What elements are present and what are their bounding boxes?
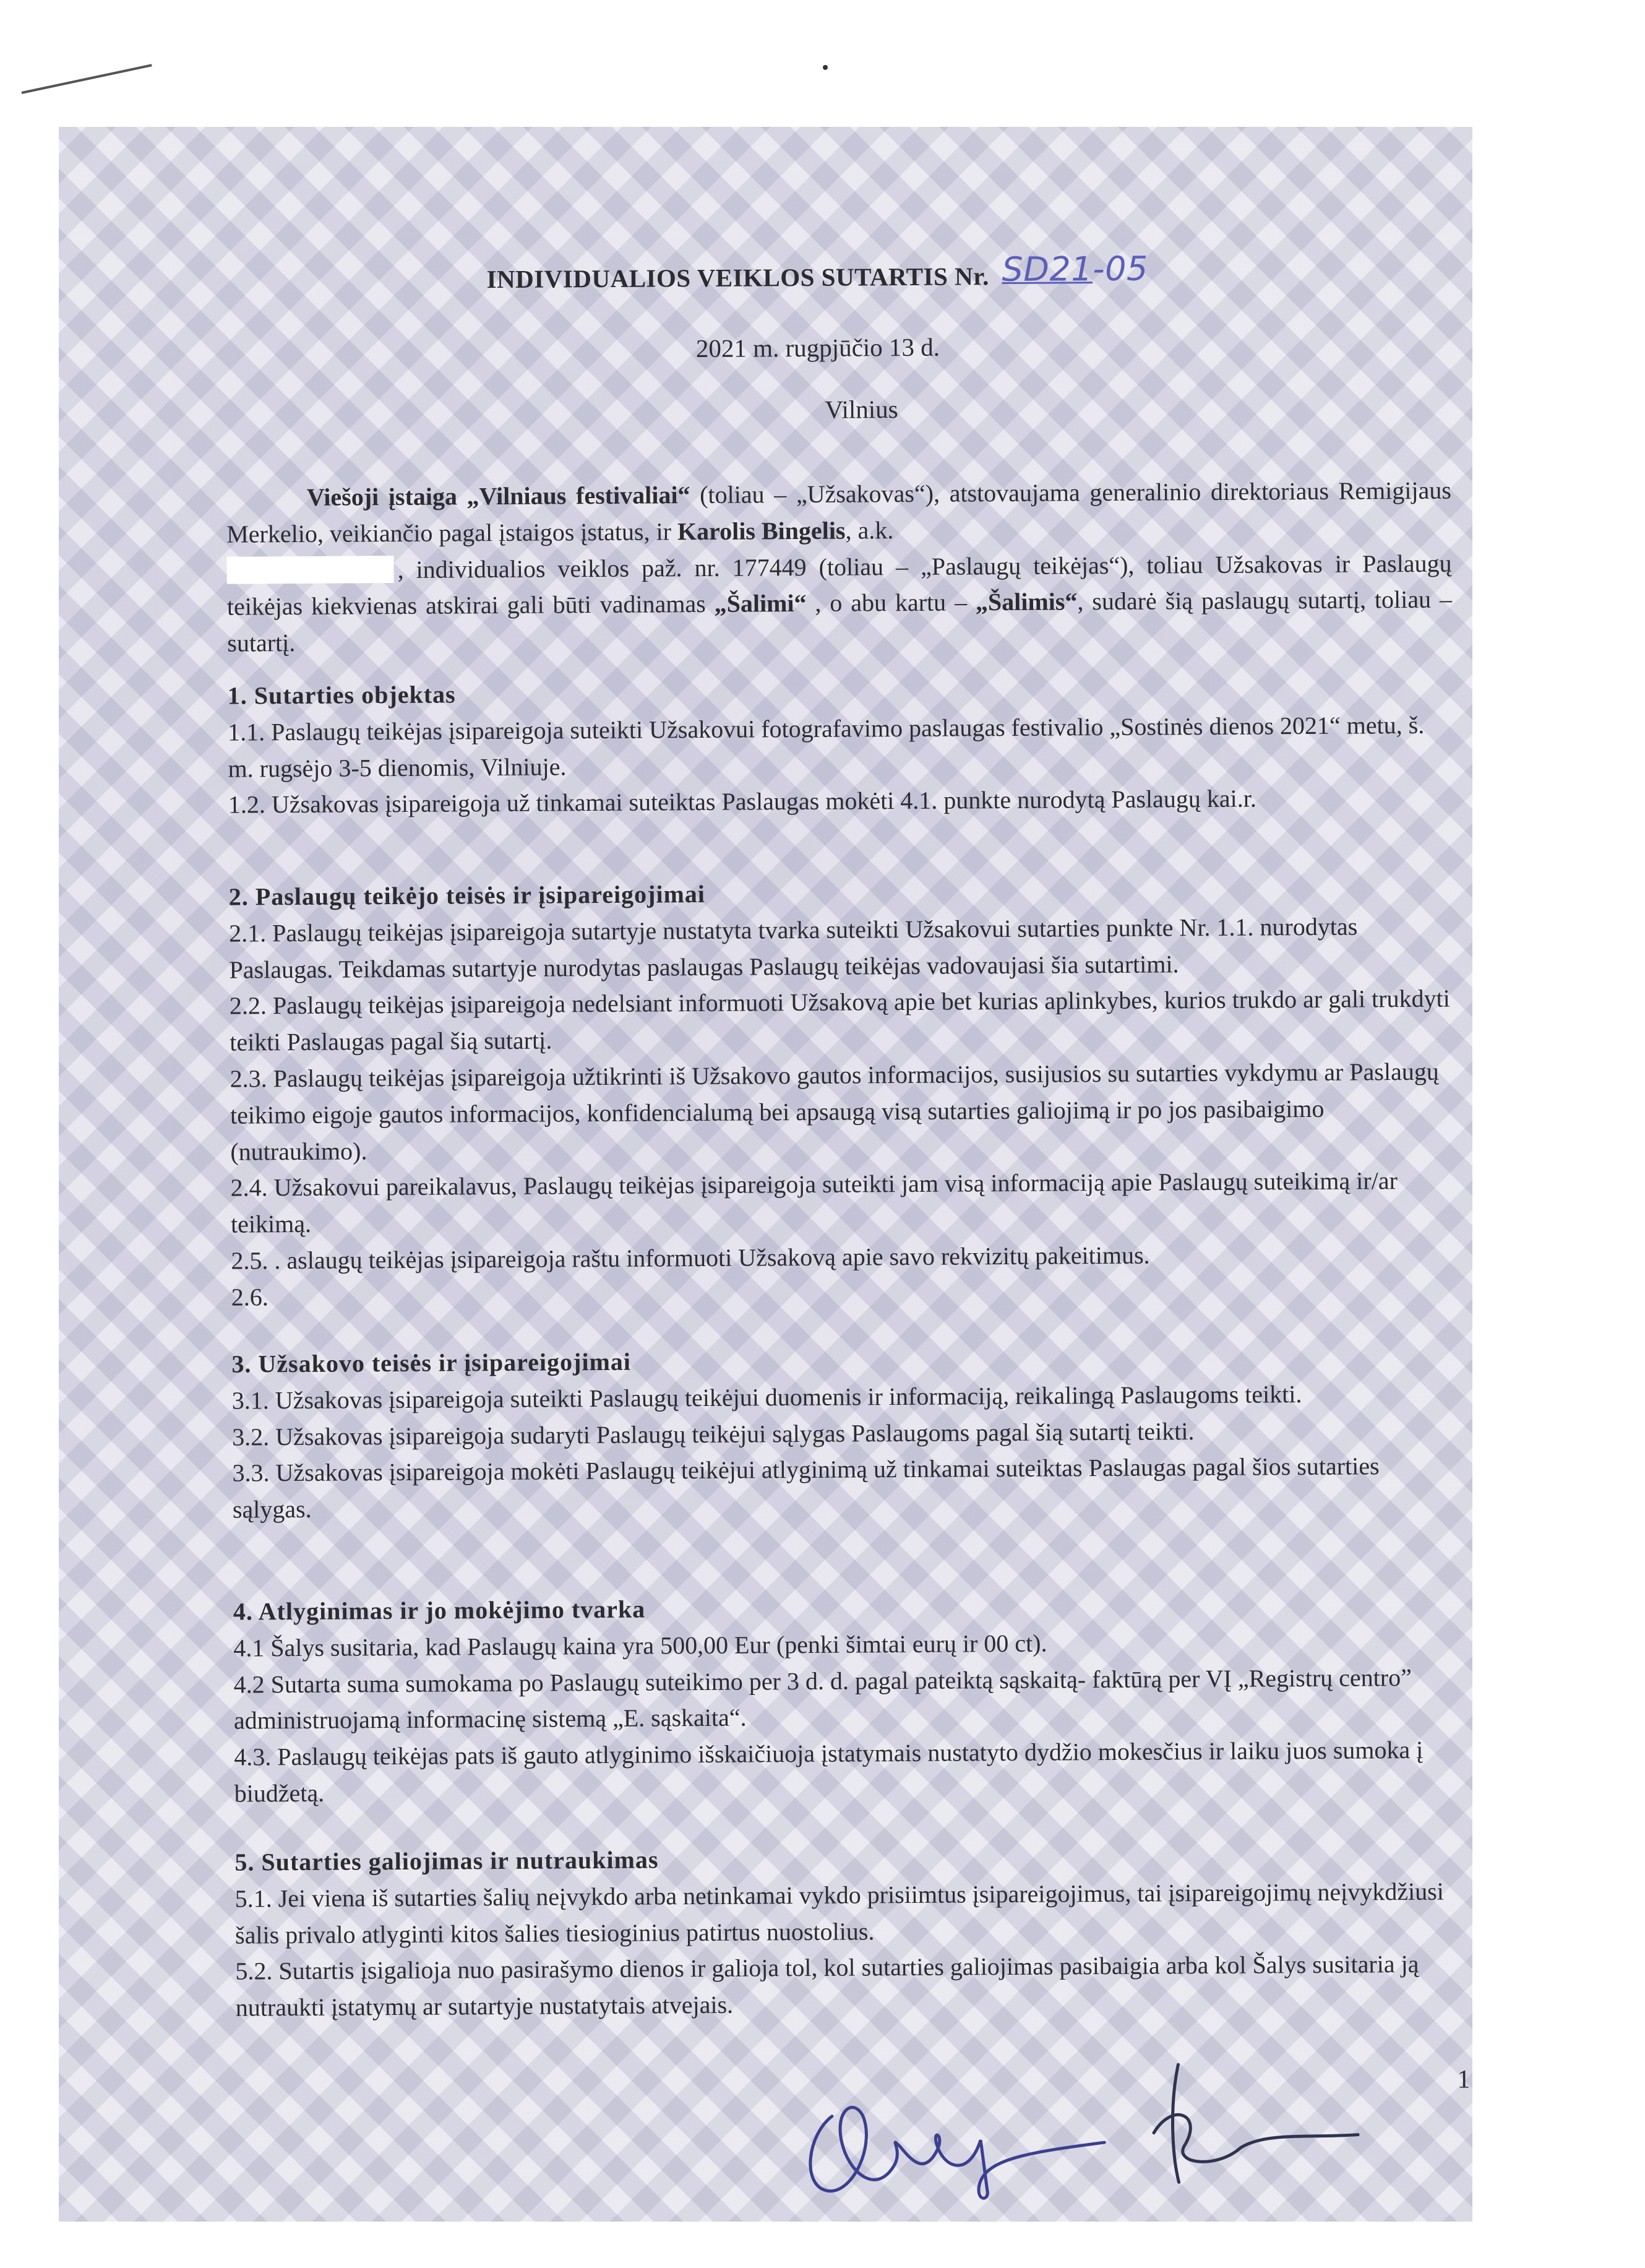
handwritten-signatures <box>782 2038 1427 2215</box>
section-heading: 5. Sutarties galiojimas ir nutraukimas <box>234 1845 659 1876</box>
contract-place: Vilnius <box>825 395 898 424</box>
clause-2-5: 2.5. . aslaugų teikėjas įsipareigoja raštu informuoti Užsakovą apie savo rekvizitų pakeitimus. <box>231 1241 1150 1275</box>
section-3 <box>231 1339 1458 1529</box>
clause-5-2: 5.2. Sutartis įsigalioja nuo pasirašymo dienos ir galioja tol, kol sutarties galiojimas pasibaigia arba kol Šalys susitaria ją nutraukti įstatymų ar sutartyje nustatytais atvejais. <box>235 1950 1419 2022</box>
intro-text-5: , sudarė šią paslaugų sutartį, toliau – sutartį. <box>227 585 1453 657</box>
intro-text-4: , o abu kartu – <box>806 588 976 618</box>
handwritten-number-part-b: -05 <box>1092 249 1148 289</box>
signature-director <box>810 2106 1104 2199</box>
clause-2-4: 2.4. Užsakovui pareikalavus, Paslaugų teikėjas įsipareigoja suteikti jam visą informaciją apie Paslaugų suteikimą ir/ar teikimą. <box>230 1166 1398 1238</box>
signature-provider <box>1153 2064 1358 2183</box>
intro-text-3: , individualios veiklos paž. nr. 177449 (toliau – „Paslaugų teikėjas“), toliau Užsakovas ir Paslaugų teikėjas kiekvienas atskirai gali būti vadinamas <box>226 549 1452 621</box>
section-2 <box>229 872 1456 1316</box>
section-heading: 1. Sutarties objektas <box>227 680 456 710</box>
clause-4-1: 4.1 Šalys susitaria, kad Paslaugų kaina yra 500,00 Eur (penki šimtai eurų ir 00 ct). <box>233 1629 1047 1662</box>
clause-3-3: 3.3. Užsakovas įsipareigoja mokėti Paslaugų teikėjui atlyginimą už tinkamai suteiktas Paslaugas pagal šios sutarties sąlygas. <box>232 1452 1380 1524</box>
clause-2-2: 2.2. Paslaugų teikėjas įsipareigoja nedelsiant informuoti Užsakovą apie bet kurias aplinkybes, kurios trukdo ar gali trukdyti teikti Paslaugas pagal šią sutartį. <box>229 985 1450 1056</box>
intro-party-provider: Karolis Bingelis <box>677 516 846 546</box>
clause-5-1: 5.1. Jei viena iš sutarties šalių neįvykdo arba netinkamai vykdo prisiimtus įsipareigojimus, tai įsipareigojimų neįvykdžiusi šalis privalo atlyginti kitos šalies tiesioginius patirtus nuostolius. <box>234 1877 1444 1949</box>
intro-term-parties: „Šalimis“ <box>975 587 1078 616</box>
clause-1-2: 1.2. Užsakovas įsipareigoja už tinkamai suteiktas Paslaugas mokėti 4.1. punkte nurodytą Paslaugų kai.r. <box>228 784 1256 819</box>
page-number: 1 <box>1457 2065 1471 2094</box>
section-heading: 4. Atlyginimas ir jo mokėjimo tvarka <box>233 1595 646 1626</box>
redacted-personal-code <box>226 556 393 584</box>
section-5 <box>234 1837 1461 2027</box>
section-heading: 2. Paslaugų teikėjo teisės ir įsipareigojimai <box>228 879 706 911</box>
clause-4-3: 4.3. Paslaugų teikėjas pats iš gauto atlyginimo išskaičiuoja įstatymais nustatyto dydžio mokesčius ir laiku juos sumoka į biudžetą. <box>234 1736 1424 1808</box>
clause-3-1: 3.1. Užsakovas įsipareigoja suteikti Paslaugų teikėjui duomenis ir informaciją, reikalingą Paslaugoms teikti. <box>231 1379 1302 1415</box>
handwritten-number-part-a: SD21 <box>1002 249 1093 290</box>
intro-text-1: (toliau – „Užsakovas“), atstovaujama generalinio direktoriaus Remigijaus Merkelio, veikiančio pagal įstaigos įstatus, ir <box>226 476 1451 548</box>
contract-title <box>0 250 1640 299</box>
section-1 <box>228 671 1453 824</box>
section-heading: 3. Užsakovo teisės ir įsipareigojimai <box>231 1347 632 1378</box>
clause-2-6: 2.6. <box>231 1283 268 1311</box>
handwritten-contract-number <box>1002 249 1148 289</box>
contract-date: 2021 m. rugpjūčio 13 d. <box>695 332 940 363</box>
clause-2-3: 2.3. Paslaugų teikėjas įsipareigoja užtikrinti iš Užsakovo gautos informacijos, susijusios su sutarties vykdymu ar Paslaugų teikimo eigoje gautos informacijos, konfidencialumą bei apsaugą visą sutarties galiojimą ir po jos pasibaigimo (nutraukimo). <box>230 1057 1439 1166</box>
clause-3-2: 3.2. Užsakovas įsipareigoja sudaryti Paslaugų teikėjui sąlygas Paslaugoms pagal šią sutartį teikti. <box>232 1416 1195 1451</box>
section-4 <box>233 1587 1459 1813</box>
intro-text-2: , a.k. <box>845 515 894 545</box>
clause-2-1: 2.1. Paslaugų teikėjas įsipareigoja sutartyje nustatyta tvarka suteikti Užsakovui sutarties punkte Nr. 1.1. nurodytas Paslaugas. Teikdamas sutartyje nurodytas paslaugas Paslaugų teikėjas vadovaujasi šia sutartimi. <box>229 912 1358 984</box>
clause-1-1: 1.1. Paslaugų teikėjas įsipareigoja suteikti Užsakovui fotografavimo paslaugas festivalio „Sostinės dienos 2021“ metu, š. m. rugsėjo 3-5 dienomis, Vilniuje. <box>228 710 1425 783</box>
intro-paragraph <box>226 473 1453 662</box>
intro-term-party: „Šalimi“ <box>714 589 807 618</box>
clause-4-2: 4.2 Sutarta suma sumokama po Paslaugų suteikimo per 3 d. d. pagal pateiktą sąskaitą- faktūrą per VĮ „Registrų centro” administruojamą informacinę sistemą „E. sąskaita“. <box>233 1663 1412 1735</box>
signatures <box>782 2038 1427 2218</box>
contract-title-text: INDIVIDUALIOS VEIKLOS SUTARTIS Nr. <box>486 262 989 294</box>
intro-party-customer: Viešoji įstaiga „Vilniaus festivaliai“ <box>306 481 690 511</box>
